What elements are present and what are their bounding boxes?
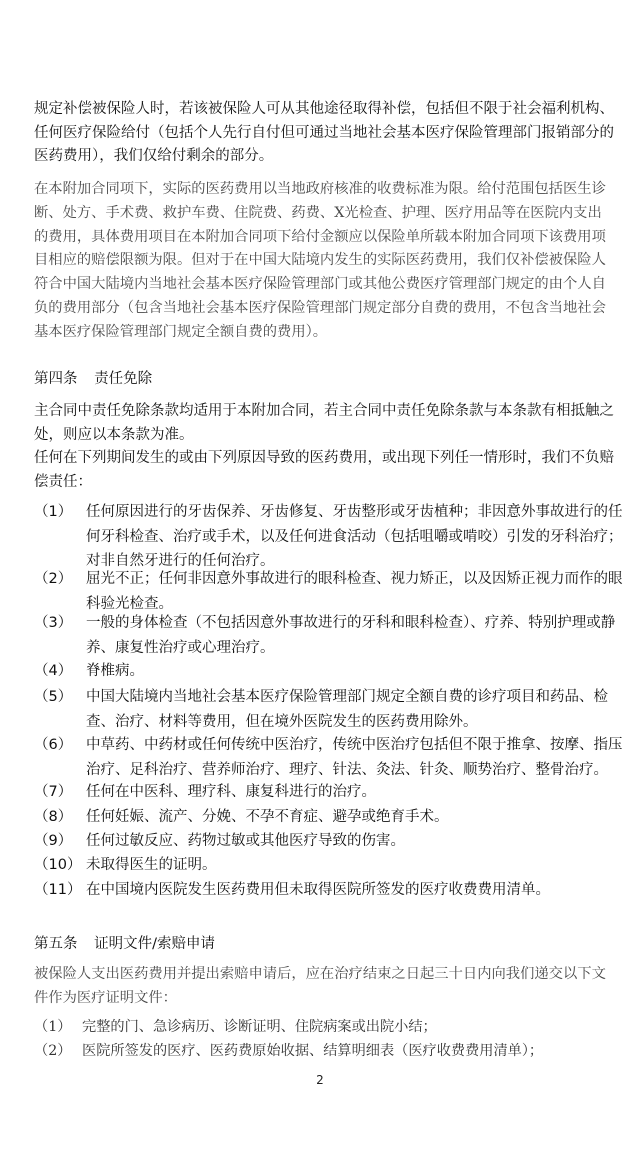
exclusion-item: （9） 任何过敏反应、药物过敏或其他医疗导致的伤害。	[34, 833, 405, 849]
exclusion-item: （5） 中国大陆境内当地社会基本医疗保险管理部门规定全额自费的诊疗项目和药品、检查、治疗、材料等费用，但在境外医院发生的医药费用除外。	[34, 689, 608, 730]
page-number: 2	[316, 1073, 324, 1087]
document-item: （1） 完整的门、急诊病历、诊断证明、住院病案或出院小结；	[34, 1019, 437, 1035]
exclusion-item: （3） 一般的身体检查（不包括因意外事故进行的牙科和眼科检查）、疗养、特别护理或静养、康复性治疗或心理治疗。	[34, 615, 616, 656]
document-item: （2） 医院所签发的医疗、医药费原始收据、结算明细表（医疗收费费用清单）；	[34, 1043, 544, 1059]
section-4-number: 第四条	[34, 371, 78, 387]
section-4-para-1: 主合同中责任免除条款均适用于本附加合同，若主合同中责任免除条款与本条款有相抵触之处，则应以本条款为准。	[34, 403, 614, 443]
section-4-heading	[34, 367, 152, 388]
intro-paragraph: 规定补偿被保险人时，若该被保险人可从其他途径取得补偿，包括但不限于社会福利机构、任何医疗保险给付（包括个人先行自付但可通过当地社会基本医疗保险管理部门报销部分的医药费用），我们仅给付剩余的部分。	[34, 101, 614, 164]
exclusion-item: （8） 任何妊娠、流产、分娩、不孕不育症、避孕或绝育手术。	[34, 809, 449, 825]
exclusion-item: （10） 未取得医生的证明。	[34, 857, 217, 873]
exclusion-item: （1） 任何原因进行的牙齿保养、牙齿修复、牙齿整形或牙齿植种；非因意外事故进行的任何牙科检查、治疗或手术，以及任何进食活动（包括咀嚼或啃咬）引发的牙科治疗；对非自然牙进行的任何治疗。	[34, 504, 623, 569]
section-5-number: 第五条	[34, 936, 78, 952]
section-5-heading	[34, 932, 215, 953]
section-4-para-2: 任何在下列期间发生的或由下列原因导致的医药费用，或出现下列任一情形时，我们不负赔偿责任：	[34, 450, 614, 490]
limit-paragraph: 在本附加合同项下，实际的医药费用以当地政府核准的收费标准为限。给付范围包括医生诊断、处方、手术费、救护车费、住院费、药费、X光检查、护理、医疗用品等在医院内支出的费用，具体费用项目在本附加合同项下给付金额应以保险单所载本附加合同项下该费用项目相应的赔偿限额为限。但对于在中国大陆境内发生的实际医药费用，我们仅补偿被保险人符合中国大陆境内当地社会基本医疗保险管理部门或其他公费医疗管理部门规定的由个人自负的费用部分（包含当地社会基本医疗保险管理部门规定部分自费的费用，不包含当地社会基本医疗保险管理部门规定全额自费的费用）。	[34, 181, 606, 340]
exclusion-item: （2） 屈光不正；任何非因意外事故进行的眼科检查、视力矫正，以及因矫正视力而作的眼科验光检查。	[34, 571, 623, 612]
exclusion-item: （7） 任何在中医科、理疗科、康复科进行的治疗。	[34, 784, 376, 800]
exclusion-item: （6） 中草药、中药材或任何传统中医治疗，传统中医治疗包括但不限于推拿、按摩、指压治疗、足科治疗、营养师治疗、理疗、针法、灸法、针灸、顺势治疗、整骨治疗。	[34, 737, 623, 778]
exclusion-item: （11） 在中国境内医院发生医药费用但未取得医院所签发的医疗收费费用清单。	[34, 882, 550, 898]
exclusion-item: （4） 脊椎病。	[34, 663, 144, 679]
section-4-title: 责任免除	[94, 371, 153, 387]
section-5-title: 证明文件/索赔申请	[94, 936, 215, 952]
section-5-para-1: 被保险人支出医药费用并提出索赔申请后，应在治疗结束之日起三十日内向我们递交以下文件作为医疗证明文件：	[34, 966, 606, 1006]
